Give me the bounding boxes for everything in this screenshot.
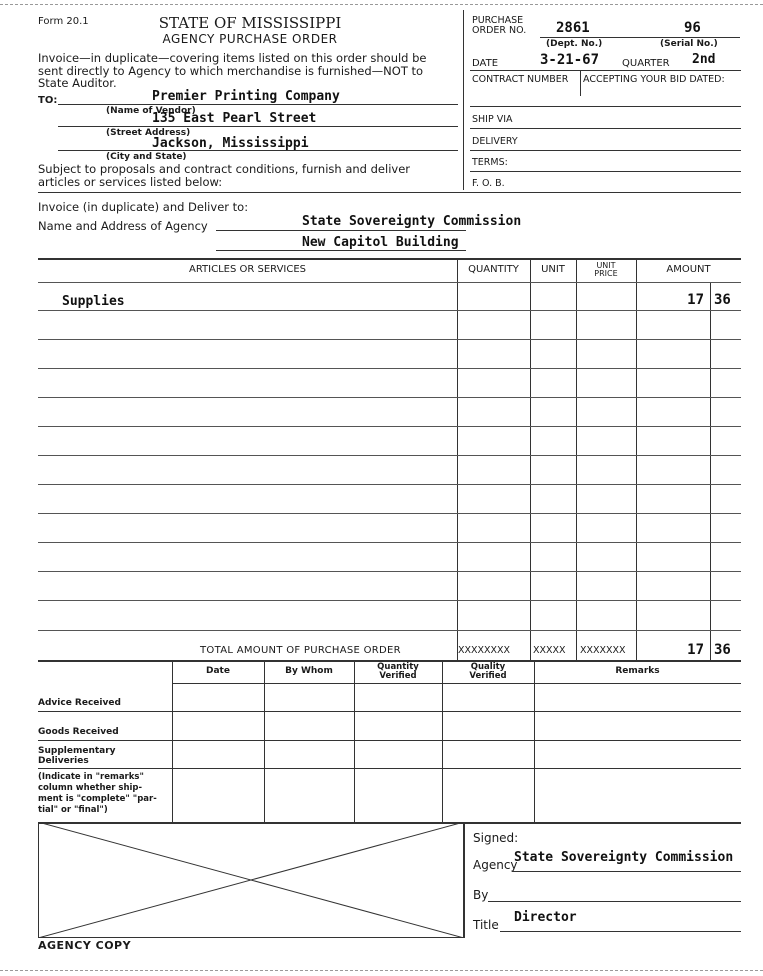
item-amount-dollars: 17 — [687, 292, 704, 308]
deliver-address-line — [216, 250, 466, 251]
instruction-text: Invoice—in duplicate—covering items listed on this order should be sent directly to Agency to which merchandise is furnished—NOT to State Auditor. — [38, 51, 427, 90]
deliver-agency-line — [216, 230, 466, 231]
receipt-col-qty — [354, 660, 355, 822]
contract-divider — [580, 70, 581, 96]
receipt-header-qty-verified: Quantity Verified — [377, 662, 419, 681]
header-divider — [463, 10, 464, 190]
signature-agency-line — [512, 871, 741, 872]
agency-copy-label: AGENCY COPY — [38, 939, 132, 952]
table-row-line — [38, 455, 741, 456]
po-date: 3-21-67 — [540, 52, 600, 68]
receipt-header-quality-verified: Quality Verified — [469, 662, 507, 681]
header-bottom-line — [38, 192, 741, 193]
table-row-line — [38, 600, 741, 601]
signature-title: Director — [514, 910, 577, 925]
item-amount-cents: 36 — [714, 292, 731, 308]
contract-line — [470, 106, 741, 107]
vendor-street: 135 East Pearl Street — [152, 111, 317, 126]
po-quarter: 2nd — [692, 52, 716, 67]
vendor-name-line — [58, 104, 458, 105]
table-row-line — [38, 513, 741, 514]
receipt-header-by-whom: By Whom — [285, 666, 333, 676]
total-quantity-filler: XXXXXXXX — [458, 645, 511, 656]
po-label: PURCHASE ORDER NO. — [472, 15, 527, 36]
signed-label: Signed: — [473, 831, 519, 845]
total-unit-price-filler: XXXXXXX — [580, 645, 626, 656]
subject-text: Subject to proposals and contract conditions, furnish and deliver articles or services listed below: — [38, 162, 411, 189]
table-row-line — [38, 368, 741, 369]
deliver-agency-address: New Capitol Building — [302, 235, 459, 250]
accepting-bid-label: ACCEPTING YOUR BID DATED: — [583, 74, 725, 85]
form-title: AGENCY PURCHASE ORDER — [162, 32, 338, 46]
vendor-city-line — [58, 150, 458, 151]
table-row-line — [38, 397, 741, 398]
fob-label: F. O. B. — [472, 178, 505, 189]
supplementary-deliveries-label: Supplementary Deliveries — [38, 746, 116, 766]
receipt-row-line — [38, 768, 741, 769]
table-row-line — [38, 630, 741, 631]
table-row-line — [38, 571, 741, 572]
remarks-note: (Indicate in "remarks" column whether ship- ment is "complete" "par- tial" or "final") — [38, 772, 157, 815]
quarter-label: QUARTER — [622, 58, 670, 69]
po-dept-no: 2861 — [556, 20, 590, 36]
bottom-perforation — [0, 970, 763, 971]
form-number: Form 20.1 — [38, 16, 89, 27]
date-label: DATE — [472, 58, 499, 69]
table-row-line — [38, 310, 741, 311]
date-line — [470, 70, 741, 71]
vendor-name: Premier Printing Company — [152, 89, 340, 104]
agency-address-label: Name and Address of Agency — [38, 219, 208, 233]
ship-via-label: SHIP VIA — [472, 114, 513, 125]
agency-label: Agency — [473, 858, 518, 872]
signature-by-line — [488, 901, 741, 902]
po-line — [540, 37, 740, 38]
receipt-header-remarks: Remarks — [615, 666, 660, 676]
deliver-to-label: Invoice (in duplicate) and Deliver to: — [38, 200, 249, 214]
receipt-col-by-whom — [264, 660, 265, 822]
item-article: Supplies — [62, 294, 125, 309]
table-row-line — [38, 339, 741, 340]
delivery-line — [470, 150, 741, 151]
po-serial-no: 96 — [684, 20, 701, 36]
crossed-box — [38, 822, 464, 938]
signature-divider — [464, 822, 465, 938]
advice-received-label: Advice Received — [38, 698, 121, 708]
delivery-label: DELIVERY — [472, 136, 518, 147]
table-row-line — [38, 484, 741, 485]
signature-title-line — [500, 931, 741, 932]
header-unit: UNIT — [541, 264, 565, 275]
header-unit-price: UNIT PRICE — [594, 261, 618, 278]
receipt-col-date — [172, 660, 173, 822]
vendor-street-label: (Street Address) — [106, 128, 191, 138]
vendor-city: Jackson, Mississippi — [152, 136, 309, 151]
state-title: STATE OF MISSISSIPPI — [158, 14, 342, 32]
total-unit-filler: XXXXX — [533, 645, 566, 656]
vendor-city-label: (City and State) — [106, 152, 187, 162]
goods-received-label: Goods Received — [38, 727, 119, 737]
receipt-row-line — [38, 740, 741, 741]
terms-label: TERMS: — [472, 157, 508, 168]
vendor-name-label: (Name of Vendor) — [106, 106, 196, 116]
table-row-line — [38, 282, 741, 283]
dept-no-label: (Dept. No.) — [546, 39, 603, 49]
serial-no-label: (Serial No.) — [660, 39, 718, 49]
receipt-header-date: Date — [206, 666, 230, 676]
header-quantity: QUANTITY — [468, 264, 519, 275]
total-amount-dollars: 17 — [687, 642, 704, 658]
receipt-col-remarks — [534, 660, 535, 822]
to-label: TO: — [38, 95, 58, 106]
receipt-header-line — [172, 683, 741, 684]
header-amount: AMOUNT — [666, 264, 711, 275]
by-label: By — [473, 888, 489, 902]
deliver-agency-name: State Sovereignty Commission — [302, 214, 522, 229]
signature-agency-name: State Sovereignty Commission — [514, 850, 734, 865]
receipt-col-quality — [442, 660, 443, 822]
title-label: Title — [473, 918, 499, 932]
contract-number-label: CONTRACT NUMBER — [472, 74, 569, 85]
header-articles: ARTICLES OR SERVICES — [188, 264, 307, 275]
receipt-row-line — [38, 711, 741, 712]
table-row-line — [38, 426, 741, 427]
total-label: TOTAL AMOUNT OF PURCHASE ORDER — [200, 645, 401, 656]
total-amount-cents: 36 — [714, 642, 731, 658]
ship-via-line — [470, 128, 741, 129]
vendor-street-line — [58, 126, 458, 127]
table-row-line — [38, 542, 741, 543]
top-perforation — [0, 4, 763, 5]
terms-line — [470, 171, 741, 172]
